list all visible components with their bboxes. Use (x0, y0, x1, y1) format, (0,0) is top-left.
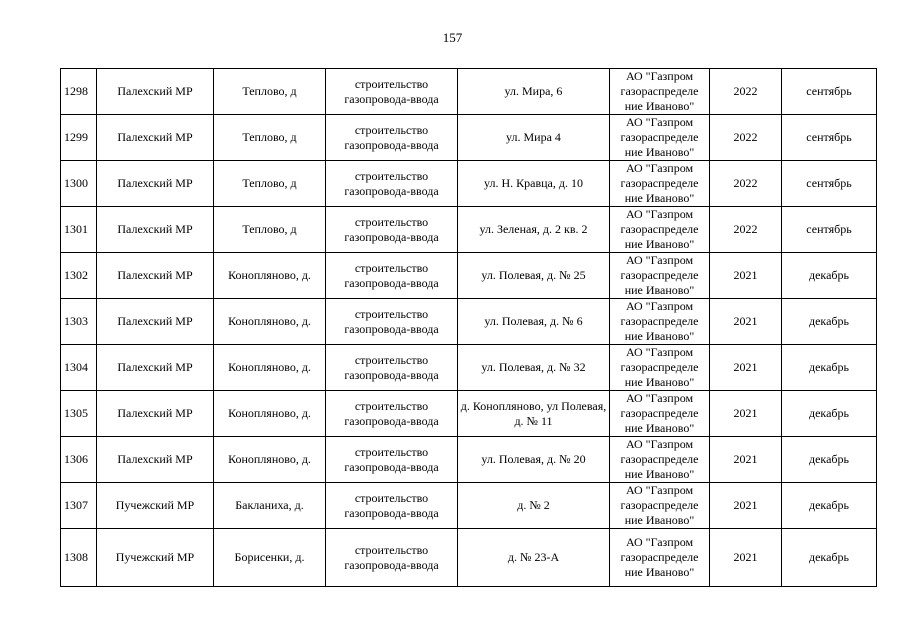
address-cell: д. Конопляново, ул Полевая, д. № 11 (458, 391, 610, 437)
district-cell: Палехский МР (97, 345, 214, 391)
row-number-cell: 1300 (61, 161, 97, 207)
month-cell: сентябрь (782, 207, 877, 253)
district-cell: Палехский МР (97, 207, 214, 253)
year-cell: 2021 (710, 437, 782, 483)
row-number-cell: 1308 (61, 529, 97, 587)
address-cell: ул. Полевая, д. № 20 (458, 437, 610, 483)
row-number-cell: 1305 (61, 391, 97, 437)
locality-cell: Конопляново, д. (214, 437, 326, 483)
district-cell: Палехский МР (97, 253, 214, 299)
row-number-cell: 1301 (61, 207, 97, 253)
locality-cell: Бакланиха, д. (214, 483, 326, 529)
table-row (61, 345, 877, 391)
district-cell: Палехский МР (97, 391, 214, 437)
work-type-cell: строительство газопровода-ввода (326, 207, 458, 253)
work-type-cell: строительство газопровода-ввода (326, 115, 458, 161)
address-cell: ул. Полевая, д. № 6 (458, 299, 610, 345)
locality-cell: Борисенки, д. (214, 529, 326, 587)
address-cell: ул. Зеленая, д. 2 кв. 2 (458, 207, 610, 253)
row-number-cell: 1299 (61, 115, 97, 161)
row-number-cell: 1306 (61, 437, 97, 483)
district-cell: Палехский МР (97, 115, 214, 161)
address-cell: ул. Мира, 6 (458, 69, 610, 115)
table-row (61, 437, 877, 483)
organization-cell: АО "Газпром газораспределе ние Иваново" (610, 253, 710, 299)
month-cell: сентябрь (782, 69, 877, 115)
table-row (61, 299, 877, 345)
locality-cell: Конопляново, д. (214, 299, 326, 345)
district-cell: Палехский МР (97, 437, 214, 483)
year-cell: 2021 (710, 299, 782, 345)
month-cell: декабрь (782, 253, 877, 299)
year-cell: 2021 (710, 253, 782, 299)
organization-cell: АО "Газпром газораспределе ние Иваново" (610, 345, 710, 391)
year-cell: 2021 (710, 391, 782, 437)
row-number-cell: 1304 (61, 345, 97, 391)
district-cell: Пучежский МР (97, 483, 214, 529)
table-row (61, 69, 877, 115)
year-cell: 2022 (710, 69, 782, 115)
month-cell: сентябрь (782, 115, 877, 161)
table-row (61, 483, 877, 529)
organization-cell: АО "Газпром газораспределе ние Иваново" (610, 437, 710, 483)
table-row (61, 115, 877, 161)
district-cell: Палехский МР (97, 161, 214, 207)
work-type-cell: строительство газопровода-ввода (326, 437, 458, 483)
table-body (61, 69, 877, 587)
locality-cell: Теплово, д (214, 207, 326, 253)
month-cell: декабрь (782, 299, 877, 345)
table-row (61, 391, 877, 437)
year-cell: 2022 (710, 207, 782, 253)
district-cell: Палехский МР (97, 299, 214, 345)
organization-cell: АО "Газпром газораспределе ние Иваново" (610, 529, 710, 587)
year-cell: 2021 (710, 345, 782, 391)
row-number-cell: 1307 (61, 483, 97, 529)
page-number: 157 (442, 30, 463, 45)
month-cell: декабрь (782, 483, 877, 529)
year-cell: 2021 (710, 483, 782, 529)
work-type-cell: строительство газопровода-ввода (326, 161, 458, 207)
row-number-cell: 1298 (61, 69, 97, 115)
district-cell: Пучежский МР (97, 529, 214, 587)
table-row (61, 253, 877, 299)
year-cell: 2021 (710, 529, 782, 587)
district-cell: Палехский МР (97, 69, 214, 115)
organization-cell: АО "Газпром газораспределе ние Иваново" (610, 161, 710, 207)
work-type-cell: строительство газопровода-ввода (326, 483, 458, 529)
organization-cell: АО "Газпром газораспределе ние Иваново" (610, 207, 710, 253)
table-row (61, 161, 877, 207)
work-type-cell: строительство газопровода-ввода (326, 253, 458, 299)
locality-cell: Конопляново, д. (214, 253, 326, 299)
address-cell: ул. Полевая, д. № 32 (458, 345, 610, 391)
address-cell: ул. Полевая, д. № 25 (458, 253, 610, 299)
gasification-table (60, 68, 877, 587)
row-number-cell: 1303 (61, 299, 97, 345)
year-cell: 2022 (710, 161, 782, 207)
month-cell: декабрь (782, 529, 877, 587)
row-number-cell: 1302 (61, 253, 97, 299)
work-type-cell: строительство газопровода-ввода (326, 529, 458, 587)
month-cell: декабрь (782, 345, 877, 391)
month-cell: декабрь (782, 437, 877, 483)
organization-cell: АО "Газпром газораспределе ние Иваново" (610, 391, 710, 437)
address-cell: ул. Мира 4 (458, 115, 610, 161)
locality-cell: Теплово, д (214, 115, 326, 161)
organization-cell: АО "Газпром газораспределе ние Иваново" (610, 69, 710, 115)
organization-cell: АО "Газпром газораспределе ние Иваново" (610, 299, 710, 345)
address-cell: ул. Н. Кравца, д. 10 (458, 161, 610, 207)
locality-cell: Теплово, д (214, 69, 326, 115)
work-type-cell: строительство газопровода-ввода (326, 345, 458, 391)
year-cell: 2022 (710, 115, 782, 161)
work-type-cell: строительство газопровода-ввода (326, 391, 458, 437)
month-cell: сентябрь (782, 161, 877, 207)
organization-cell: АО "Газпром газораспределе ние Иваново" (610, 115, 710, 161)
table-row (61, 529, 877, 587)
month-cell: декабрь (782, 391, 877, 437)
address-cell: д. № 2 (458, 483, 610, 529)
organization-cell: АО "Газпром газораспределе ние Иваново" (610, 483, 710, 529)
locality-cell: Теплово, д (214, 161, 326, 207)
table-row (61, 207, 877, 253)
address-cell: д. № 23-А (458, 529, 610, 587)
locality-cell: Конопляново, д. (214, 391, 326, 437)
locality-cell: Конопляново, д. (214, 345, 326, 391)
work-type-cell: строительство газопровода-ввода (326, 299, 458, 345)
work-type-cell: строительство газопровода-ввода (326, 69, 458, 115)
